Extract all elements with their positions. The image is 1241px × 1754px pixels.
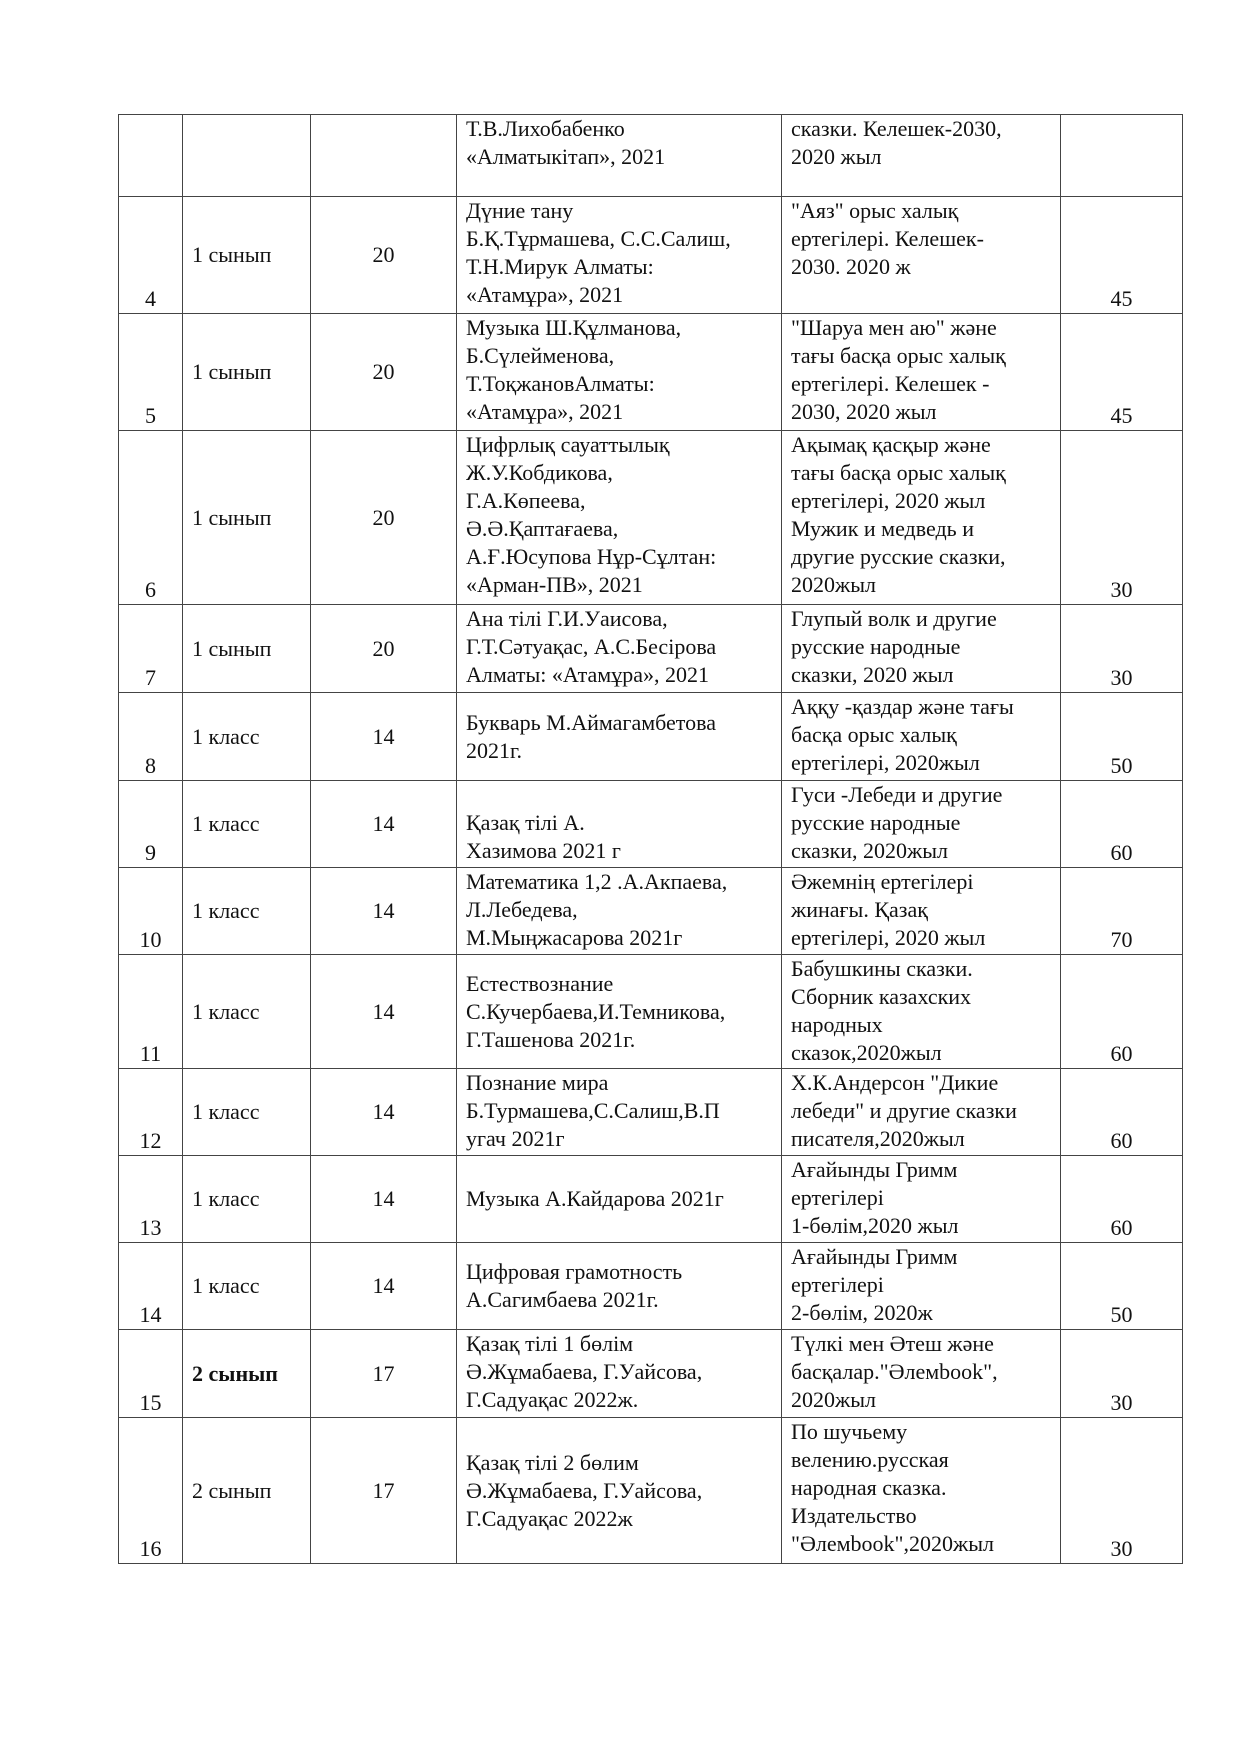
row-number: 6 (119, 431, 183, 605)
reading-book-cell: "Шаруа мен аю" және тағы басқа орыс халық ертегілері. Келешек - 2030, 2020 жыл (782, 314, 1061, 431)
row-number: 11 (119, 955, 183, 1069)
reading-book-cell: Ағайынды Гримм ертегілері 1-бөлім,2020 жыл (782, 1156, 1061, 1243)
count-cell: 45 (1061, 314, 1183, 431)
hours-cell: 20 (311, 431, 457, 605)
row-number: 15 (119, 1330, 183, 1418)
count-cell: 45 (1061, 197, 1183, 314)
row-number: 5 (119, 314, 183, 431)
textbook-cell: Музыка Ш.Құлманова, Б.Сүлейменова, Т.ТоқжановАлматы: «Атамұра», 2021 (457, 314, 782, 431)
table-row (119, 1330, 1183, 1418)
reading-book-cell: Ақымақ қасқыр және тағы басқа орыс халық ертегілері, 2020 жыл Мужик и медведь и другие русские сказки, 2020жыл (782, 431, 1061, 605)
count-cell: 60 (1061, 955, 1183, 1069)
table-row (119, 314, 1183, 431)
row-number: 4 (119, 197, 183, 314)
class-cell: 1 класс (183, 1069, 311, 1156)
reading-book-cell: Глупый волк и другие русские народные сказки, 2020 жыл (782, 605, 1061, 693)
textbook-cell: Цифровая грамотность А.Сагимбаева 2021г. (457, 1243, 782, 1330)
textbook-table (118, 114, 1183, 1564)
count-cell (1061, 115, 1183, 197)
textbook-cell: Естествознание С.Кучербаева,И.Темникова, Г.Ташенова 2021г. (457, 955, 782, 1069)
reading-book-cell: сказки. Келешек-2030, 2020 жыл (782, 115, 1061, 197)
table-row (119, 1243, 1183, 1330)
hours-cell: 17 (311, 1418, 457, 1564)
hours-cell: 20 (311, 197, 457, 314)
reading-book-cell: Гуси -Лебеди и другие русские народные сказки, 2020жыл (782, 781, 1061, 868)
reading-book-cell: Түлкі мен Әтеш және басқалар."Әлемbook", 2020жыл (782, 1330, 1061, 1418)
textbook-cell: Музыка А.Кайдарова 2021г (457, 1156, 782, 1243)
class-cell: 1 класс (183, 1243, 311, 1330)
class-cell (183, 115, 311, 197)
hours-cell: 14 (311, 693, 457, 781)
row-number: 7 (119, 605, 183, 693)
textbook-cell: Қазақ тілі 2 бөлим Ә.Жұмабаева, Г.Уайсова, Г.Садуақас 2022ж (457, 1418, 782, 1564)
class-cell: 2 сынып (183, 1418, 311, 1564)
class-cell: 1 класс (183, 693, 311, 781)
textbook-cell: Т.В.Лихобабенко «Алматыкітап», 2021 (457, 115, 782, 197)
table-row (119, 431, 1183, 605)
textbook-cell: Қазақ тілі А. Хазимова 2021 г (457, 781, 782, 868)
reading-book-cell: Әжемнің ертегілері жинағы. Қазақ ертегілері, 2020 жыл (782, 868, 1061, 955)
hours-cell: 14 (311, 781, 457, 868)
row-number: 16 (119, 1418, 183, 1564)
count-cell: 30 (1061, 431, 1183, 605)
class-cell: 2 сынып (183, 1330, 311, 1418)
table-row (119, 868, 1183, 955)
count-cell: 60 (1061, 1156, 1183, 1243)
hours-cell: 20 (311, 605, 457, 693)
count-cell: 30 (1061, 1418, 1183, 1564)
class-cell: 1 класс (183, 955, 311, 1069)
table-row (119, 781, 1183, 868)
hours-cell: 14 (311, 1156, 457, 1243)
table-row (119, 693, 1183, 781)
hours-cell: 17 (311, 1330, 457, 1418)
hours-cell: 20 (311, 314, 457, 431)
reading-book-cell: Бабушкины сказки. Сборник казахских народных сказок,2020жыл (782, 955, 1061, 1069)
class-cell: 1 сынып (183, 197, 311, 314)
row-number: 14 (119, 1243, 183, 1330)
class-cell: 1 класс (183, 1156, 311, 1243)
class-cell: 1 сынып (183, 431, 311, 605)
count-cell: 60 (1061, 1069, 1183, 1156)
row-number (119, 115, 183, 197)
textbook-cell: Қазақ тілі 1 бөлім Ә.Жұмабаева, Г.Уайсова, Г.Садуақас 2022ж. (457, 1330, 782, 1418)
textbook-cell: Цифрлық сауаттылық Ж.У.Кобдикова, Г.А.Көпеева, Ә.Ә.Қаптағаева, А.Ғ.Юсупова Нұр-Сұлтан: «Арман-ПВ», 2021 (457, 431, 782, 605)
textbook-cell: Дүние тану Б.Қ.Тұрмашева, С.С.Салиш, Т.Н.Мирук Алматы: «Атамұра», 2021 (457, 197, 782, 314)
reading-book-cell: Аққу -қаздар және тағы басқа орыс халық ертегілері, 2020жыл (782, 693, 1061, 781)
reading-book-cell: "Аяз" орыс халық ертегілері. Келешек- 2030. 2020 ж (782, 197, 1061, 314)
count-cell: 50 (1061, 1243, 1183, 1330)
reading-book-cell: Х.К.Андерсон "Дикие лебеди" и другие сказки писателя,2020жыл (782, 1069, 1061, 1156)
table-row (119, 1069, 1183, 1156)
count-cell: 60 (1061, 781, 1183, 868)
table-body (119, 115, 1183, 1564)
row-number: 10 (119, 868, 183, 955)
class-cell: 1 сынып (183, 314, 311, 431)
row-number: 13 (119, 1156, 183, 1243)
row-number: 9 (119, 781, 183, 868)
hours-cell: 14 (311, 868, 457, 955)
hours-cell (311, 115, 457, 197)
textbook-cell: Математика 1,2 .А.Акпаева, Л.Лебедева, М.Мыңжасарова 2021г (457, 868, 782, 955)
row-number: 12 (119, 1069, 183, 1156)
class-cell: 1 класс (183, 781, 311, 868)
textbook-cell: Познание мира Б.Турмашева,С.Салиш,В.П угач 2021г (457, 1069, 782, 1156)
table-row (119, 1418, 1183, 1564)
hours-cell: 14 (311, 955, 457, 1069)
table-row (119, 955, 1183, 1069)
textbook-cell: Ана тілі Г.И.Уаисова, Г.Т.Сәтуақас, А.С.Бесірова Алматы: «Атамұра», 2021 (457, 605, 782, 693)
reading-book-cell: Ағайынды Гримм ертегілері 2-бөлім, 2020ж (782, 1243, 1061, 1330)
count-cell: 50 (1061, 693, 1183, 781)
table-row (119, 115, 1183, 197)
hours-cell: 14 (311, 1069, 457, 1156)
count-cell: 30 (1061, 1330, 1183, 1418)
table-row (119, 605, 1183, 693)
class-cell: 1 класс (183, 868, 311, 955)
table-row (119, 197, 1183, 314)
textbook-cell: Букварь М.Аймагамбетова 2021г. (457, 693, 782, 781)
count-cell: 30 (1061, 605, 1183, 693)
row-number: 8 (119, 693, 183, 781)
table-row (119, 1156, 1183, 1243)
count-cell: 70 (1061, 868, 1183, 955)
hours-cell: 14 (311, 1243, 457, 1330)
class-cell: 1 сынып (183, 605, 311, 693)
reading-book-cell: По шучьему велению.русская народная сказка. Издательство "Әлемbook",2020жыл (782, 1418, 1061, 1564)
